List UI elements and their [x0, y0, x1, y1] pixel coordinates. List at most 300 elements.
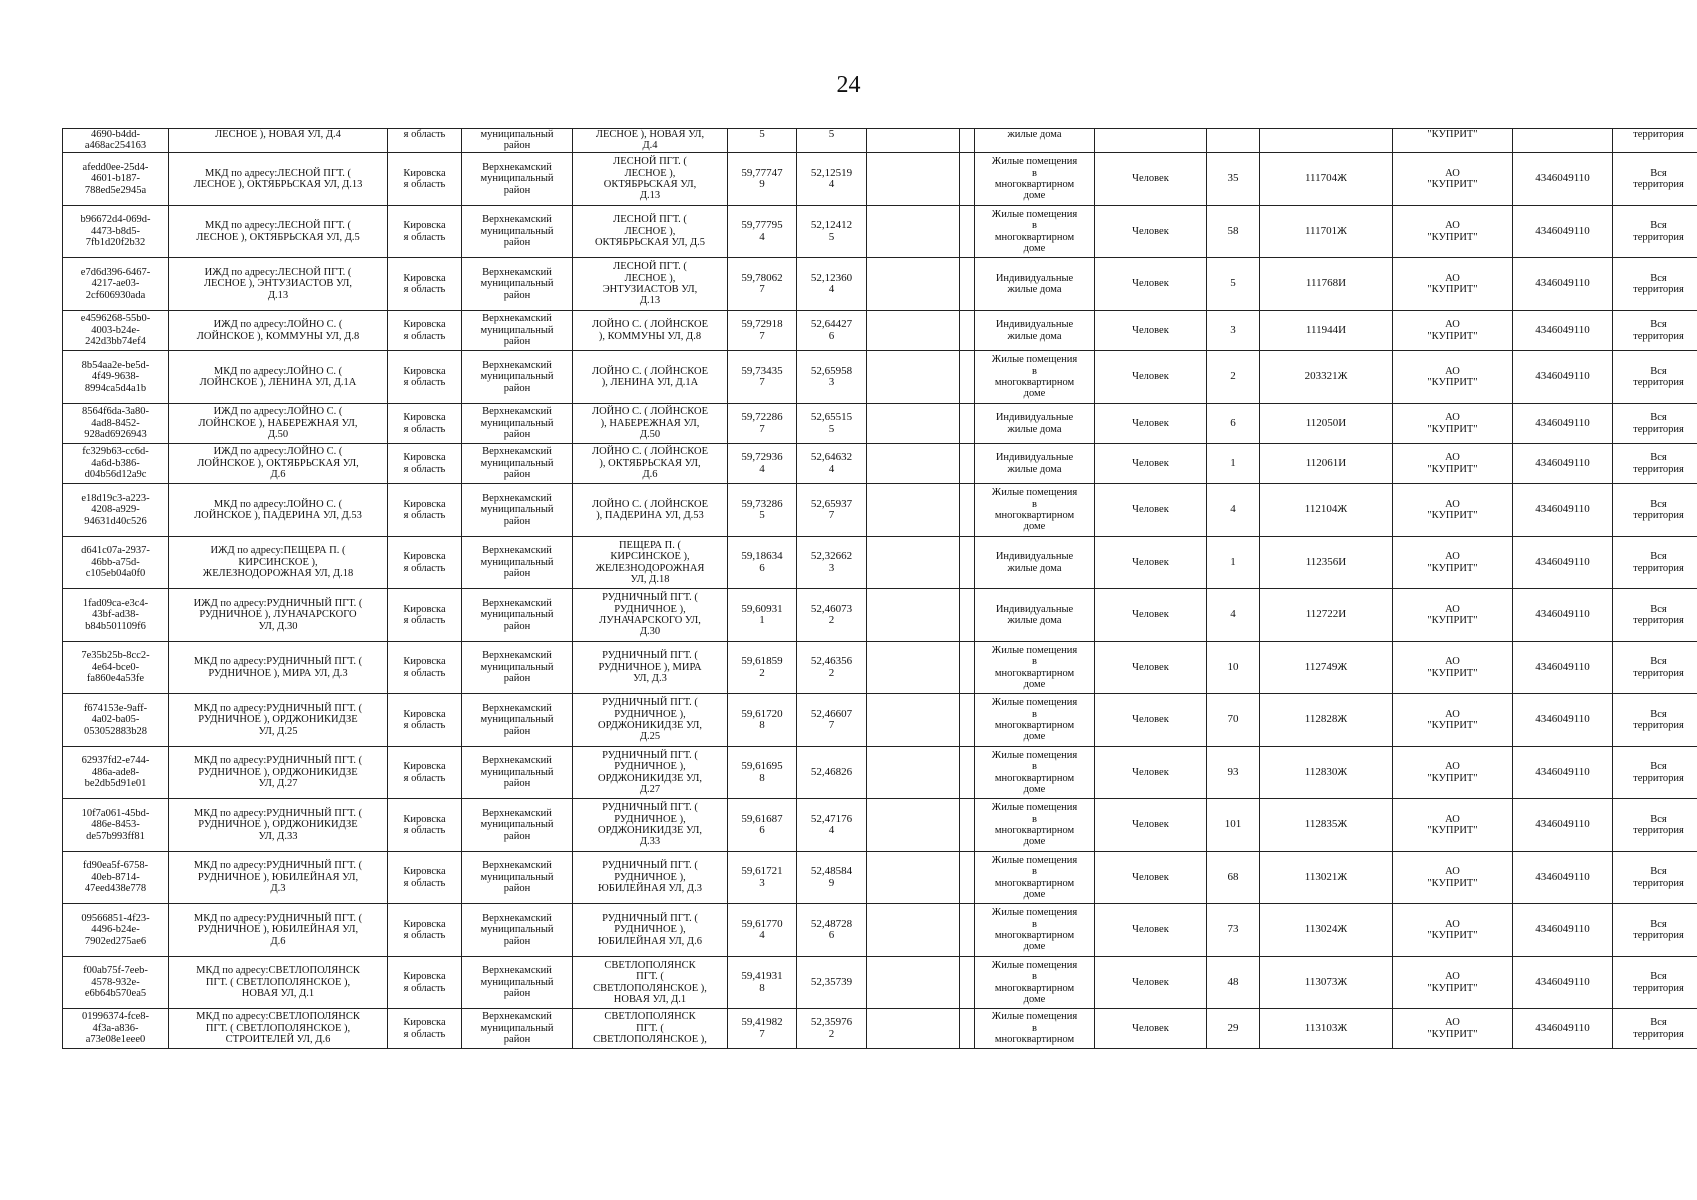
- cell-organization: АО "КУПРИТ": [1393, 484, 1513, 537]
- cell-latitude: 59,61687 6: [728, 799, 797, 852]
- cell-territory: Вся территория: [1613, 258, 1697, 311]
- cell-blank-col-a: [867, 404, 960, 444]
- table-row: [63, 694, 1697, 747]
- cell-account-code: 113024Ж: [1260, 904, 1393, 957]
- cell-object-address: МКД по адресу:РУДНИЧНЫЙ ПГТ. ( РУДНИЧНОЕ ), ОРДЖОНИКИДЗЕ УЛ, Д.27: [169, 747, 388, 799]
- cell-region: Кировска я область: [388, 153, 462, 206]
- cell-object-type: жилые дома: [975, 129, 1095, 153]
- cell-location-address: РУДНИЧНЫЙ ПГТ. ( РУДНИЧНОЕ ), МИРА УЛ, Д.3: [573, 642, 728, 694]
- cell-longitude: 52,12412 5: [797, 206, 867, 258]
- cell-latitude: 59,60931 1: [728, 589, 797, 642]
- cell-blank-col-b: [960, 1009, 975, 1049]
- cell-blank-col-a: [867, 957, 960, 1009]
- cell-resident-count: 6: [1207, 404, 1260, 444]
- table-row: [63, 537, 1697, 589]
- cell-territory: Вся территория: [1613, 747, 1697, 799]
- cell-object-address: МКД по адресу:СВЕТЛОПОЛЯНСК ПГТ. ( СВЕТЛОПОЛЯНСКОЕ ), НОВАЯ УЛ, Д.1: [169, 957, 388, 1009]
- cell-object-type: Жилые помещения в многоквартирном доме: [975, 694, 1095, 747]
- cell-unit: Человек: [1095, 206, 1207, 258]
- cell-resident-count: 2: [1207, 351, 1260, 404]
- cell-inn: 4346049110: [1513, 258, 1613, 311]
- cell-region: Кировска я область: [388, 484, 462, 537]
- cell-blank-col-a: [867, 258, 960, 311]
- cell-object-address: ИЖД по адресу:ЛОЙНО С. ( ЛОЙНСКОЕ ), НАБЕРЕЖНАЯ УЛ, Д.50: [169, 404, 388, 444]
- cell-blank-col-a: [867, 642, 960, 694]
- cell-district: Верхнекамский муниципальный район: [462, 1009, 573, 1049]
- cell-account-code: 111944И: [1260, 311, 1393, 351]
- cell-object-address: МКД по адресу:ЛОЙНО С. ( ЛОЙНСКОЕ ), ЛЕНИНА УЛ, Д.1А: [169, 351, 388, 404]
- cell-unit: Человек: [1095, 484, 1207, 537]
- table-row: [63, 852, 1697, 904]
- cell-longitude: 52,46073 2: [797, 589, 867, 642]
- cell-object-address: МКД по адресу:РУДНИЧНЫЙ ПГТ. ( РУДНИЧНОЕ ), ЮБИЛЕЙНАЯ УЛ, Д.6: [169, 904, 388, 957]
- cell-latitude: 59,72286 7: [728, 404, 797, 444]
- cell-object-address: ИЖД по адресу:ЛЕСНОЙ ПГТ. ( ЛЕСНОЕ ), ЭНТУЗИАСТОВ УЛ, Д.13: [169, 258, 388, 311]
- cell-latitude: 59,72936 4: [728, 444, 797, 484]
- cell-record-id: e7d6d396-6467- 4217-ae03- 2cf606930ada: [63, 258, 169, 311]
- cell-blank-col-b: [960, 311, 975, 351]
- cell-unit: Человек: [1095, 444, 1207, 484]
- cell-object-type: Жилые помещения в многоквартирном доме: [975, 206, 1095, 258]
- cell-blank-col-a: [867, 444, 960, 484]
- cell-latitude: 59,72918 7: [728, 311, 797, 351]
- cell-longitude: 52,12519 4: [797, 153, 867, 206]
- cell-organization: АО "КУПРИТ": [1393, 351, 1513, 404]
- cell-object-type: Жилые помещения в многоквартирном доме: [975, 747, 1095, 799]
- cell-latitude: 59,41982 7: [728, 1009, 797, 1049]
- cell-inn: 4346049110: [1513, 351, 1613, 404]
- cell-region: Кировска я область: [388, 642, 462, 694]
- cell-latitude: 59,73435 7: [728, 351, 797, 404]
- cell-resident-count: 48: [1207, 957, 1260, 1009]
- cell-object-address: ЛЕСНОЕ ), НОВАЯ УЛ, Д.4: [169, 129, 388, 153]
- cell-blank-col-b: [960, 642, 975, 694]
- cell-location-address: ЛОЙНО С. ( ЛОЙНСКОЕ ), ПАДЕРИНА УЛ, Д.53: [573, 484, 728, 537]
- cell-object-address: ИЖД по адресу:ЛОЙНО С. ( ЛОЙНСКОЕ ), КОММУНЫ УЛ, Д.8: [169, 311, 388, 351]
- cell-inn: 4346049110: [1513, 153, 1613, 206]
- cell-blank-col-a: [867, 311, 960, 351]
- cell-district: Верхнекамский муниципальный район: [462, 444, 573, 484]
- cell-object-type: Жилые помещения в многоквартирном доме: [975, 153, 1095, 206]
- cell-organization: АО "КУПРИТ": [1393, 404, 1513, 444]
- cell-blank-col-a: [867, 589, 960, 642]
- cell-territory: Вся территория: [1613, 852, 1697, 904]
- cell-district: Верхнекамский муниципальный район: [462, 153, 573, 206]
- cell-account-code: 112830Ж: [1260, 747, 1393, 799]
- cell-region: Кировска я область: [388, 694, 462, 747]
- cell-blank-col-b: [960, 351, 975, 404]
- cell-object-address: ИЖД по адресу:ПЕЩЕРА П. ( КИРСИНСКОЕ ), ЖЕЛЕЗНОДОРОЖНАЯ УЛ, Д.18: [169, 537, 388, 589]
- cell-record-id: 01996374-fce8- 4f3a-a836- a73e08e1eee0: [63, 1009, 169, 1049]
- cell-resident-count: 1: [1207, 537, 1260, 589]
- cell-organization: АО "КУПРИТ": [1393, 642, 1513, 694]
- cell-unit: Человек: [1095, 642, 1207, 694]
- cell-region: Кировска я область: [388, 404, 462, 444]
- cell-blank-col-a: [867, 537, 960, 589]
- table-row: [63, 799, 1697, 852]
- cell-inn: 4346049110: [1513, 404, 1613, 444]
- cell-blank-col-b: [960, 852, 975, 904]
- cell-account-code: 112828Ж: [1260, 694, 1393, 747]
- cell-region: я область: [388, 129, 462, 153]
- cell-district: Верхнекамский муниципальный район: [462, 484, 573, 537]
- cell-record-id: fc329b63-cc6d- 4a6d-b386- d04b56d12a9c: [63, 444, 169, 484]
- cell-territory: территория: [1613, 129, 1697, 153]
- cell-latitude: 59,61721 3: [728, 852, 797, 904]
- cell-object-address: МКД по адресу:РУДНИЧНЫЙ ПГТ. ( РУДНИЧНОЕ ), ОРДЖОНИКИДЗЕ УЛ, Д.25: [169, 694, 388, 747]
- cell-account-code: 112835Ж: [1260, 799, 1393, 852]
- cell-organization: АО "КУПРИТ": [1393, 153, 1513, 206]
- cell-territory: Вся территория: [1613, 153, 1697, 206]
- cell-longitude: 52,35739: [797, 957, 867, 1009]
- cell-longitude: 52,47176 4: [797, 799, 867, 852]
- cell-object-type: Индивидуальные жилые дома: [975, 537, 1095, 589]
- cell-object-type: Индивидуальные жилые дома: [975, 404, 1095, 444]
- cell-blank-col-b: [960, 904, 975, 957]
- table-row: [63, 589, 1697, 642]
- cell-blank-col-b: [960, 747, 975, 799]
- cell-object-type: Жилые помещения в многоквартирном доме: [975, 852, 1095, 904]
- cell-location-address: СВЕТЛОПОЛЯНСК ПГТ. ( СВЕТЛОПОЛЯНСКОЕ ), НОВАЯ УЛ, Д.1: [573, 957, 728, 1009]
- cell-record-id: 62937fd2-e744- 486a-ade8- be2db5d91e01: [63, 747, 169, 799]
- cell-blank-col-b: [960, 589, 975, 642]
- table-row: [63, 153, 1697, 206]
- cell-organization: АО "КУПРИТ": [1393, 311, 1513, 351]
- cell-organization: АО "КУПРИТ": [1393, 206, 1513, 258]
- cell-unit: Человек: [1095, 351, 1207, 404]
- cell-region: Кировска я область: [388, 904, 462, 957]
- table-row: [63, 642, 1697, 694]
- cell-territory: Вся территория: [1613, 904, 1697, 957]
- cell-record-id: 8564f6da-3a80- 4ad8-8452- 928ad6926943: [63, 404, 169, 444]
- cell-blank-col-b: [960, 694, 975, 747]
- cell-longitude: 52,35976 2: [797, 1009, 867, 1049]
- cell-resident-count: 29: [1207, 1009, 1260, 1049]
- cell-resident-count: 93: [1207, 747, 1260, 799]
- cell-account-code: 112050И: [1260, 404, 1393, 444]
- table-row: [63, 206, 1697, 258]
- cell-account-code: 112722И: [1260, 589, 1393, 642]
- cell-organization: АО "КУПРИТ": [1393, 1009, 1513, 1049]
- table-row: [63, 129, 1697, 153]
- cell-inn: 4346049110: [1513, 799, 1613, 852]
- registry-table: [62, 128, 1697, 1049]
- cell-resident-count: 101: [1207, 799, 1260, 852]
- cell-account-code: 112356И: [1260, 537, 1393, 589]
- cell-blank-col-b: [960, 444, 975, 484]
- cell-organization: АО "КУПРИТ": [1393, 694, 1513, 747]
- cell-blank-col-a: [867, 153, 960, 206]
- cell-organization: АО "КУПРИТ": [1393, 258, 1513, 311]
- cell-district: Верхнекамский муниципальный район: [462, 589, 573, 642]
- cell-latitude: 59,78062 7: [728, 258, 797, 311]
- cell-region: Кировска я область: [388, 1009, 462, 1049]
- cell-unit: [1095, 129, 1207, 153]
- table-row: [63, 747, 1697, 799]
- cell-inn: 4346049110: [1513, 694, 1613, 747]
- cell-account-code: 112061И: [1260, 444, 1393, 484]
- cell-district: Верхнекамский муниципальный район: [462, 351, 573, 404]
- cell-region: Кировска я область: [388, 747, 462, 799]
- cell-inn: 4346049110: [1513, 747, 1613, 799]
- cell-account-code: 111704Ж: [1260, 153, 1393, 206]
- cell-resident-count: 35: [1207, 153, 1260, 206]
- cell-location-address: РУДНИЧНЫЙ ПГТ. ( РУДНИЧНОЕ ), ЮБИЛЕЙНАЯ УЛ, Д.3: [573, 852, 728, 904]
- cell-territory: Вся территория: [1613, 957, 1697, 1009]
- cell-latitude: 59,41931 8: [728, 957, 797, 1009]
- cell-unit: Человек: [1095, 311, 1207, 351]
- cell-district: Верхнекамский муниципальный район: [462, 852, 573, 904]
- cell-organization: АО "КУПРИТ": [1393, 957, 1513, 1009]
- table-row: [63, 444, 1697, 484]
- cell-region: Кировска я область: [388, 444, 462, 484]
- cell-location-address: ЛЕСНОЕ ), НОВАЯ УЛ, Д.4: [573, 129, 728, 153]
- cell-territory: Вся территория: [1613, 206, 1697, 258]
- cell-region: Кировска я область: [388, 311, 462, 351]
- table-row: [63, 904, 1697, 957]
- cell-region: Кировска я область: [388, 799, 462, 852]
- cell-district: Верхнекамский муниципальный район: [462, 537, 573, 589]
- cell-region: Кировска я область: [388, 957, 462, 1009]
- cell-record-id: e18d19c3-a223- 4208-a929- 94631d40c526: [63, 484, 169, 537]
- cell-blank-col-a: [867, 206, 960, 258]
- cell-location-address: РУДНИЧНЫЙ ПГТ. ( РУДНИЧНОЕ ), ЛУНАЧАРСКОГО УЛ, Д.30: [573, 589, 728, 642]
- cell-account-code: 112104Ж: [1260, 484, 1393, 537]
- cell-blank-col-b: [960, 206, 975, 258]
- cell-blank-col-a: [867, 852, 960, 904]
- cell-latitude: 59,61770 4: [728, 904, 797, 957]
- cell-blank-col-a: [867, 129, 960, 153]
- cell-blank-col-b: [960, 537, 975, 589]
- cell-unit: Человек: [1095, 904, 1207, 957]
- cell-longitude: 52,48728 6: [797, 904, 867, 957]
- cell-object-type: Индивидуальные жилые дома: [975, 589, 1095, 642]
- cell-territory: Вся территория: [1613, 642, 1697, 694]
- cell-resident-count: 73: [1207, 904, 1260, 957]
- cell-blank-col-a: [867, 747, 960, 799]
- cell-blank-col-b: [960, 129, 975, 153]
- cell-record-id: e4596268-55b0- 4003-b24e- 242d3bb74ef4: [63, 311, 169, 351]
- registry-body: [63, 129, 1697, 1049]
- cell-location-address: ЛОЙНО С. ( ЛОЙНСКОЕ ), ЛЕНИНА УЛ, Д.1А: [573, 351, 728, 404]
- cell-territory: Вся территория: [1613, 444, 1697, 484]
- cell-blank-col-b: [960, 153, 975, 206]
- cell-inn: [1513, 129, 1613, 153]
- cell-inn: 4346049110: [1513, 484, 1613, 537]
- cell-blank-col-a: [867, 1009, 960, 1049]
- cell-location-address: ЛОЙНО С. ( ЛОЙНСКОЕ ), НАБЕРЕЖНАЯ УЛ, Д.50: [573, 404, 728, 444]
- cell-inn: 4346049110: [1513, 642, 1613, 694]
- cell-longitude: 52,12360 4: [797, 258, 867, 311]
- cell-location-address: ЛЕСНОЙ ПГТ. ( ЛЕСНОЕ ), ЭНТУЗИАСТОВ УЛ, Д.13: [573, 258, 728, 311]
- cell-territory: Вся территория: [1613, 404, 1697, 444]
- cell-latitude: 59,77795 4: [728, 206, 797, 258]
- cell-account-code: 113021Ж: [1260, 852, 1393, 904]
- cell-object-address: МКД по адресу:РУДНИЧНЫЙ ПГТ. ( РУДНИЧНОЕ ), МИРА УЛ, Д.3: [169, 642, 388, 694]
- cell-unit: Человек: [1095, 153, 1207, 206]
- cell-object-type: Жилые помещения в многоквартирном доме: [975, 484, 1095, 537]
- cell-location-address: РУДНИЧНЫЙ ПГТ. ( РУДНИЧНОЕ ), ЮБИЛЕЙНАЯ УЛ, Д.6: [573, 904, 728, 957]
- cell-account-code: 113073Ж: [1260, 957, 1393, 1009]
- cell-organization: АО "КУПРИТ": [1393, 799, 1513, 852]
- cell-district: Верхнекамский муниципальный район: [462, 206, 573, 258]
- cell-latitude: 59,77747 9: [728, 153, 797, 206]
- cell-resident-count: 68: [1207, 852, 1260, 904]
- cell-longitude: 52,65937 7: [797, 484, 867, 537]
- cell-location-address: РУДНИЧНЫЙ ПГТ. ( РУДНИЧНОЕ ), ОРДЖОНИКИДЗЕ УЛ, Д.25: [573, 694, 728, 747]
- cell-object-address: ИЖД по адресу:РУДНИЧНЫЙ ПГТ. ( РУДНИЧНОЕ ), ЛУНАЧАРСКОГО УЛ, Д.30: [169, 589, 388, 642]
- cell-location-address: ЛОЙНО С. ( ЛОЙНСКОЕ ), ОКТЯБРЬСКАЯ УЛ, Д.6: [573, 444, 728, 484]
- cell-region: Кировска я область: [388, 351, 462, 404]
- cell-object-type: Индивидуальные жилые дома: [975, 444, 1095, 484]
- cell-longitude: 52,32662 3: [797, 537, 867, 589]
- cell-unit: Человек: [1095, 694, 1207, 747]
- cell-district: Верхнекамский муниципальный район: [462, 799, 573, 852]
- cell-blank-col-b: [960, 404, 975, 444]
- cell-longitude: 5: [797, 129, 867, 153]
- cell-district: Верхнекамский муниципальный район: [462, 404, 573, 444]
- cell-organization: АО "КУПРИТ": [1393, 589, 1513, 642]
- cell-longitude: 52,64427 6: [797, 311, 867, 351]
- cell-record-id: 1fad09ca-e3c4- 43bf-ad38- b84b501109f6: [63, 589, 169, 642]
- cell-district: Верхнекамский муниципальный район: [462, 258, 573, 311]
- cell-region: Кировска я область: [388, 258, 462, 311]
- cell-organization: АО "КУПРИТ": [1393, 444, 1513, 484]
- cell-record-id: b96672d4-069d- 4473-b8d5- 7fb1d20f2b32: [63, 206, 169, 258]
- cell-record-id: 8b54aa2e-be5d- 4f49-9638- 8994ca5d4a1b: [63, 351, 169, 404]
- cell-organization: АО "КУПРИТ": [1393, 537, 1513, 589]
- cell-district: Верхнекамский муниципальный район: [462, 747, 573, 799]
- cell-unit: Человек: [1095, 404, 1207, 444]
- cell-blank-col-a: [867, 484, 960, 537]
- cell-inn: 4346049110: [1513, 444, 1613, 484]
- cell-territory: Вся территория: [1613, 484, 1697, 537]
- cell-resident-count: [1207, 129, 1260, 153]
- cell-unit: Человек: [1095, 957, 1207, 1009]
- cell-territory: Вся территория: [1613, 589, 1697, 642]
- cell-record-id: d641c07a-2937- 46bb-a75d- c105eb04a0f0: [63, 537, 169, 589]
- cell-unit: Человек: [1095, 589, 1207, 642]
- cell-longitude: 52,65515 5: [797, 404, 867, 444]
- cell-district: Верхнекамский муниципальный район: [462, 957, 573, 1009]
- cell-resident-count: 1: [1207, 444, 1260, 484]
- cell-object-type: Жилые помещения в многоквартирном доме: [975, 799, 1095, 852]
- cell-region: Кировска я область: [388, 537, 462, 589]
- cell-territory: Вся территория: [1613, 694, 1697, 747]
- cell-record-id: f00ab75f-7eeb- 4578-932e- e6b64b570ea5: [63, 957, 169, 1009]
- cell-unit: Человек: [1095, 1009, 1207, 1049]
- cell-object-type: Жилые помещения в многоквартирном доме: [975, 957, 1095, 1009]
- cell-blank-col-a: [867, 904, 960, 957]
- cell-longitude: 52,46607 7: [797, 694, 867, 747]
- cell-resident-count: 10: [1207, 642, 1260, 694]
- cell-inn: 4346049110: [1513, 311, 1613, 351]
- cell-longitude: 52,64632 4: [797, 444, 867, 484]
- cell-region: Кировска я область: [388, 852, 462, 904]
- cell-blank-col-b: [960, 258, 975, 311]
- cell-latitude: 59,18634 6: [728, 537, 797, 589]
- cell-unit: Человек: [1095, 537, 1207, 589]
- cell-latitude: 59,61859 2: [728, 642, 797, 694]
- cell-blank-col-a: [867, 351, 960, 404]
- cell-organization: АО "КУПРИТ": [1393, 747, 1513, 799]
- cell-district: Верхнекамский муниципальный район: [462, 311, 573, 351]
- cell-object-address: МКД по адресу:ЛЕСНОЙ ПГТ. ( ЛЕСНОЕ ), ОКТЯБРЬСКАЯ УЛ, Д.13: [169, 153, 388, 206]
- table-row: [63, 957, 1697, 1009]
- table-row: [63, 351, 1697, 404]
- cell-object-type: Жилые помещения в многоквартирном доме: [975, 351, 1095, 404]
- cell-unit: Человек: [1095, 747, 1207, 799]
- cell-location-address: СВЕТЛОПОЛЯНСК ПГТ. ( СВЕТЛОПОЛЯНСКОЕ ),: [573, 1009, 728, 1049]
- cell-object-address: МКД по адресу:РУДНИЧНЫЙ ПГТ. ( РУДНИЧНОЕ ), ОРДЖОНИКИДЗЕ УЛ, Д.33: [169, 799, 388, 852]
- table-row: [63, 311, 1697, 351]
- cell-account-code: 112749Ж: [1260, 642, 1393, 694]
- cell-inn: 4346049110: [1513, 852, 1613, 904]
- cell-location-address: ЛЕСНОЙ ПГТ. ( ЛЕСНОЕ ), ОКТЯБРЬСКАЯ УЛ, Д.13: [573, 153, 728, 206]
- cell-record-id: 7e35b25b-8cc2- 4e64-bce0- fa860e4a53fe: [63, 642, 169, 694]
- cell-inn: 4346049110: [1513, 206, 1613, 258]
- cell-object-type: Жилые помещения в многоквартирном доме: [975, 642, 1095, 694]
- cell-unit: Человек: [1095, 852, 1207, 904]
- cell-inn: 4346049110: [1513, 1009, 1613, 1049]
- cell-account-code: [1260, 129, 1393, 153]
- cell-latitude: 5: [728, 129, 797, 153]
- cell-object-type: Жилые помещения в многоквартирном: [975, 1009, 1095, 1049]
- cell-territory: Вся территория: [1613, 1009, 1697, 1049]
- cell-inn: 4346049110: [1513, 957, 1613, 1009]
- cell-district: Верхнекамский муниципальный район: [462, 694, 573, 747]
- cell-object-address: ИЖД по адресу:ЛОЙНО С. ( ЛОЙНСКОЕ ), ОКТЯБРЬСКАЯ УЛ, Д.6: [169, 444, 388, 484]
- cell-organization: "КУПРИТ": [1393, 129, 1513, 153]
- cell-record-id: 09566851-4f23- 4496-b24e- 7902ed275ae6: [63, 904, 169, 957]
- cell-record-id: fd90ea5f-6758- 40eb-8714- 47eed438e778: [63, 852, 169, 904]
- cell-longitude: 52,46356 2: [797, 642, 867, 694]
- table-row: [63, 258, 1697, 311]
- cell-blank-col-b: [960, 957, 975, 1009]
- cell-latitude: 59,61720 8: [728, 694, 797, 747]
- cell-district: Верхнекамский муниципальный район: [462, 904, 573, 957]
- cell-account-code: 203321Ж: [1260, 351, 1393, 404]
- cell-longitude: 52,65958 3: [797, 351, 867, 404]
- cell-record-id: 10f7a061-45bd- 486e-8453- de57b993ff81: [63, 799, 169, 852]
- cell-account-code: 111701Ж: [1260, 206, 1393, 258]
- table-row: [63, 404, 1697, 444]
- cell-blank-col-b: [960, 799, 975, 852]
- cell-inn: 4346049110: [1513, 904, 1613, 957]
- cell-latitude: 59,73286 5: [728, 484, 797, 537]
- cell-object-address: МКД по адресу:РУДНИЧНЫЙ ПГТ. ( РУДНИЧНОЕ ), ЮБИЛЕЙНАЯ УЛ, Д.3: [169, 852, 388, 904]
- cell-resident-count: 3: [1207, 311, 1260, 351]
- cell-territory: Вся территория: [1613, 799, 1697, 852]
- cell-latitude: 59,61695 8: [728, 747, 797, 799]
- cell-longitude: 52,46826: [797, 747, 867, 799]
- cell-resident-count: 4: [1207, 589, 1260, 642]
- cell-district: Верхнекамский муниципальный район: [462, 642, 573, 694]
- cell-organization: АО "КУПРИТ": [1393, 852, 1513, 904]
- cell-location-address: РУДНИЧНЫЙ ПГТ. ( РУДНИЧНОЕ ), ОРДЖОНИКИДЗЕ УЛ, Д.27: [573, 747, 728, 799]
- cell-region: Кировска я область: [388, 589, 462, 642]
- cell-organization: АО "КУПРИТ": [1393, 904, 1513, 957]
- cell-resident-count: 4: [1207, 484, 1260, 537]
- cell-object-address: МКД по адресу:ЛОЙНО С. ( ЛОЙНСКОЕ ), ПАДЕРИНА УЛ, Д.53: [169, 484, 388, 537]
- cell-blank-col-a: [867, 694, 960, 747]
- cell-blank-col-b: [960, 484, 975, 537]
- cell-location-address: ЛЕСНОЙ ПГТ. ( ЛЕСНОЕ ), ОКТЯБРЬСКАЯ УЛ, Д.5: [573, 206, 728, 258]
- cell-record-id: 4690-b4dd- a468ac254163: [63, 129, 169, 153]
- cell-object-address: МКД по адресу:СВЕТЛОПОЛЯНСК ПГТ. ( СВЕТЛОПОЛЯНСКОЕ ), СТРОИТЕЛЕЙ УЛ, Д.6: [169, 1009, 388, 1049]
- cell-inn: 4346049110: [1513, 589, 1613, 642]
- cell-territory: Вся территория: [1613, 311, 1697, 351]
